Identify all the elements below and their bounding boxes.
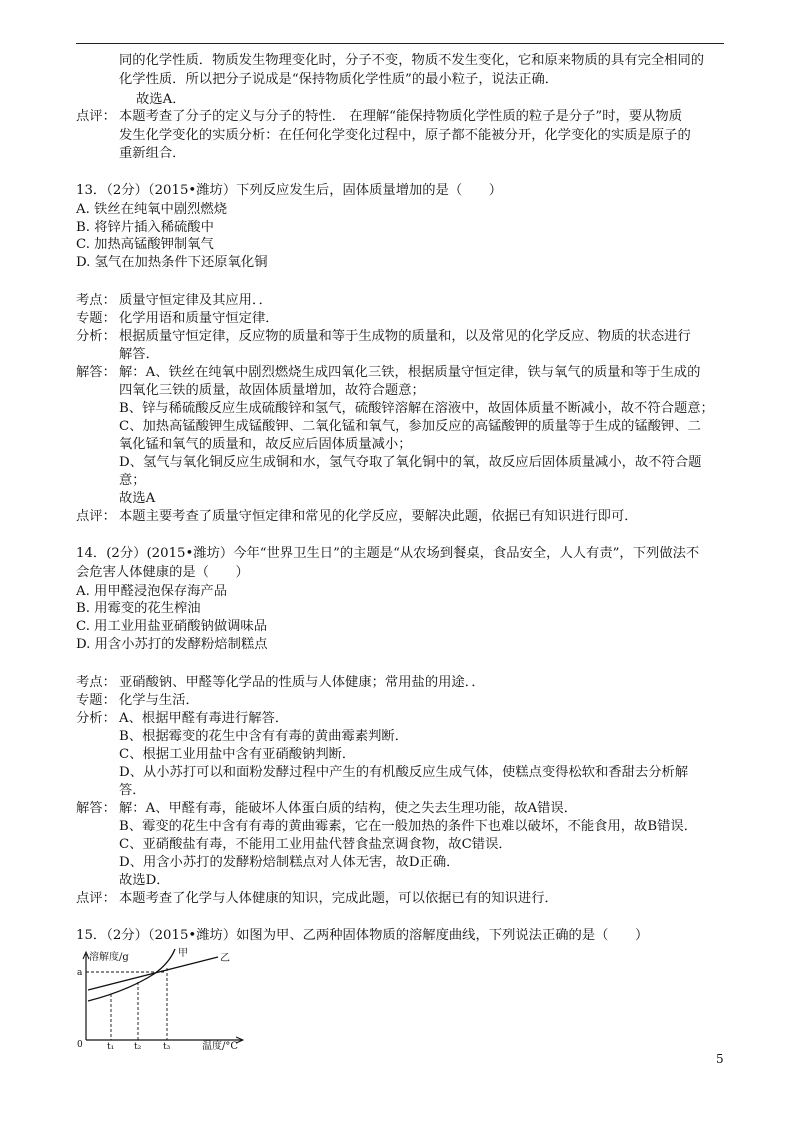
option-d: D. 用含小苏打的发酵粉焙制糕点: [76, 637, 268, 652]
zhuanti-label: 专题：: [76, 311, 116, 326]
jieda-text: 解：A、甲醛有毒，能破坏人体蛋白质的结构，使之失去生理功能，故A错误．: [119, 801, 578, 816]
dianping-text: 本题考查了化学与人体健康的知识，完成此题，可以依据已有的知识进行．: [119, 891, 558, 906]
text-line: 本题考查了分子的定义与分子的特性． 在理解“能保持物质化学性质的粒子是分子”时，要从物质: [119, 109, 682, 124]
jieda-text: B、霉变的花生中含有有毒的黄曲霉素，它在一般加热的条件下也难以破坏，不能食用，故B错误．: [119, 819, 698, 834]
x-tick-label: t₁: [107, 1042, 115, 1050]
text-line: 重新组合．: [119, 146, 186, 161]
jieda-text: 故选D．: [119, 873, 170, 888]
x-tick-label: t₃: [163, 1042, 171, 1050]
question-14-title: 会危害人体健康的是（ ）: [76, 565, 249, 580]
jieda-text: 故选A: [119, 491, 156, 506]
dianping-label: 点评：: [76, 509, 116, 524]
option-d: D. 氢气在加热条件下还原氧化铜: [76, 255, 268, 270]
jieda-text: 解：A、铁丝在纯氧中剧烈燃烧生成四氧化三铁，根据质量守恒定律，铁与氧气的质量和等于生成的: [119, 365, 701, 380]
option-b: B. 将锌片插入稀硫酸中: [76, 220, 214, 235]
question-13-title: 13．（2分）（2015•潍坊）下列反应发生后，固体质量增加的是（ ）: [76, 183, 503, 198]
kaodian-text: 亚硝酸钠、甲醛等化学品的性质与人体健康；常用盐的用途．．: [119, 675, 485, 690]
review-label: 点评：: [76, 109, 116, 124]
question-15-title: 15．（2分）（2015•潍坊）如图为甲、乙两种固体物质的溶解度曲线，下列说法正确的是（ ）: [76, 928, 649, 943]
series-label-yi: 乙: [220, 953, 230, 964]
kaodian-text: 质量守恒定律及其应用．．: [119, 293, 272, 308]
fenxi-text: A、根据甲醛有毒进行解答．: [119, 711, 289, 726]
jieda-text: C、亚硝酸盐有毒，不能用工业用盐代替食盐烹调食物，故C错误．: [119, 837, 512, 852]
jieda-text: 四氧化三铁的质量，故固体质量增加，故符合题意；: [119, 383, 425, 398]
text-line: 化学性质．所以把分子说成是“保持物质化学性质”的最小粒子，说法正确．: [119, 72, 559, 87]
y-tick-label: a: [77, 968, 83, 978]
option-b: B. 用霉变的花生榨油: [76, 601, 201, 616]
kaodian-label: 考点：: [76, 293, 116, 308]
zhuanti-text: 化学与生活．: [119, 693, 199, 708]
option-c: C. 用工业用盐亚硝酸钠做调味品: [76, 619, 268, 634]
text-line: 发生化学变化的实质分析：在任何化学变化过程中，原子都不能被分开，化学变化的实质是原子的: [119, 128, 691, 143]
solubility-chart: [76, 946, 256, 1050]
fenxi-label: 分析：: [76, 329, 116, 344]
option-a: A. 铁丝在纯氧中剧烈燃烧: [76, 202, 228, 217]
series-label-jia: 甲: [178, 948, 188, 959]
dianping-label: 点评：: [76, 891, 116, 906]
header-rule: [76, 43, 724, 44]
jieda-text: D、氢气与氧化铜反应生成铜和水，氢气夺取了氧化铜中的氧，故反应后固体质量减小，故不符合题: [119, 455, 702, 470]
fenxi-label: 分析：: [76, 711, 116, 726]
fenxi-text: B、根据霉变的花生中含有有毒的黄曲霉素判断．: [119, 729, 409, 744]
page-number: 5: [716, 1052, 724, 1066]
jieda-text: 氧化锰和氧气的质量和，故反应后固体质量减小；: [119, 437, 412, 452]
fenxi-text: 根据质量守恒定律，反应物的质量和等于生成物的质量和，以及常见的化学反应、物质的状态进行: [119, 329, 691, 344]
origin-label: 0: [77, 1040, 83, 1050]
fenxi-text: C、根据工业用盐中含有亚硝酸钠判断．: [119, 747, 356, 762]
text-line: 同的化学性质．物质发生物理变化时，分子不变，物质不发生变化，它和原来物质的具有完全相同的: [119, 53, 705, 68]
y-axis-label: 溶解度/g: [89, 952, 129, 963]
x-tick-label: t₂: [134, 1042, 142, 1050]
option-c: C. 加热高锰酸钾制氧气: [76, 237, 214, 252]
jieda-label: 解答：: [76, 365, 116, 380]
fenxi-text: 答．: [119, 783, 146, 798]
text-line: 故选A．: [136, 92, 186, 107]
jieda-text: 意；: [119, 473, 146, 488]
x-axis-label: 温度/°C: [202, 1041, 239, 1050]
zhuanti-text: 化学用语和质量守恒定律．: [119, 311, 279, 326]
kaodian-label: 考点：: [76, 675, 116, 690]
dianping-text: 本题主要考查了质量守恒定律和常见的化学反应，要解决此题，依据已有知识进行即可．: [119, 509, 638, 524]
jieda-label: 解答：: [76, 801, 116, 816]
zhuanti-label: 专题：: [76, 693, 116, 708]
question-14-title: 14．(2分）(2015•潍坊）今年“世界卫生日”的主题是“从农场到餐桌，食品安全，人人有责”，下列做法不: [76, 546, 700, 561]
jieda-text: B、锌与稀硫酸反应生成硫酸锌和氢气，硫酸锌溶解在溶液中，故固体质量不断减小，故不符合题意；: [119, 401, 714, 416]
jieda-text: C、加热高锰酸钾生成锰酸钾、二氧化锰和氧气，参加反应的高锰酸钾的质量等于生成的锰酸钾、二: [119, 419, 701, 434]
option-a: A. 用甲醛浸泡保存海产品: [76, 584, 228, 599]
fenxi-text: 解答．: [119, 347, 159, 362]
fenxi-text: D、从小苏打可以和面粉发酵过程中产生的有机酸反应生成气体，使糕点变得松软和香甜去分析解: [119, 765, 689, 780]
jieda-text: D、用含小苏打的发酵粉焙制糕点对人体无害，故D正确．: [119, 855, 460, 870]
